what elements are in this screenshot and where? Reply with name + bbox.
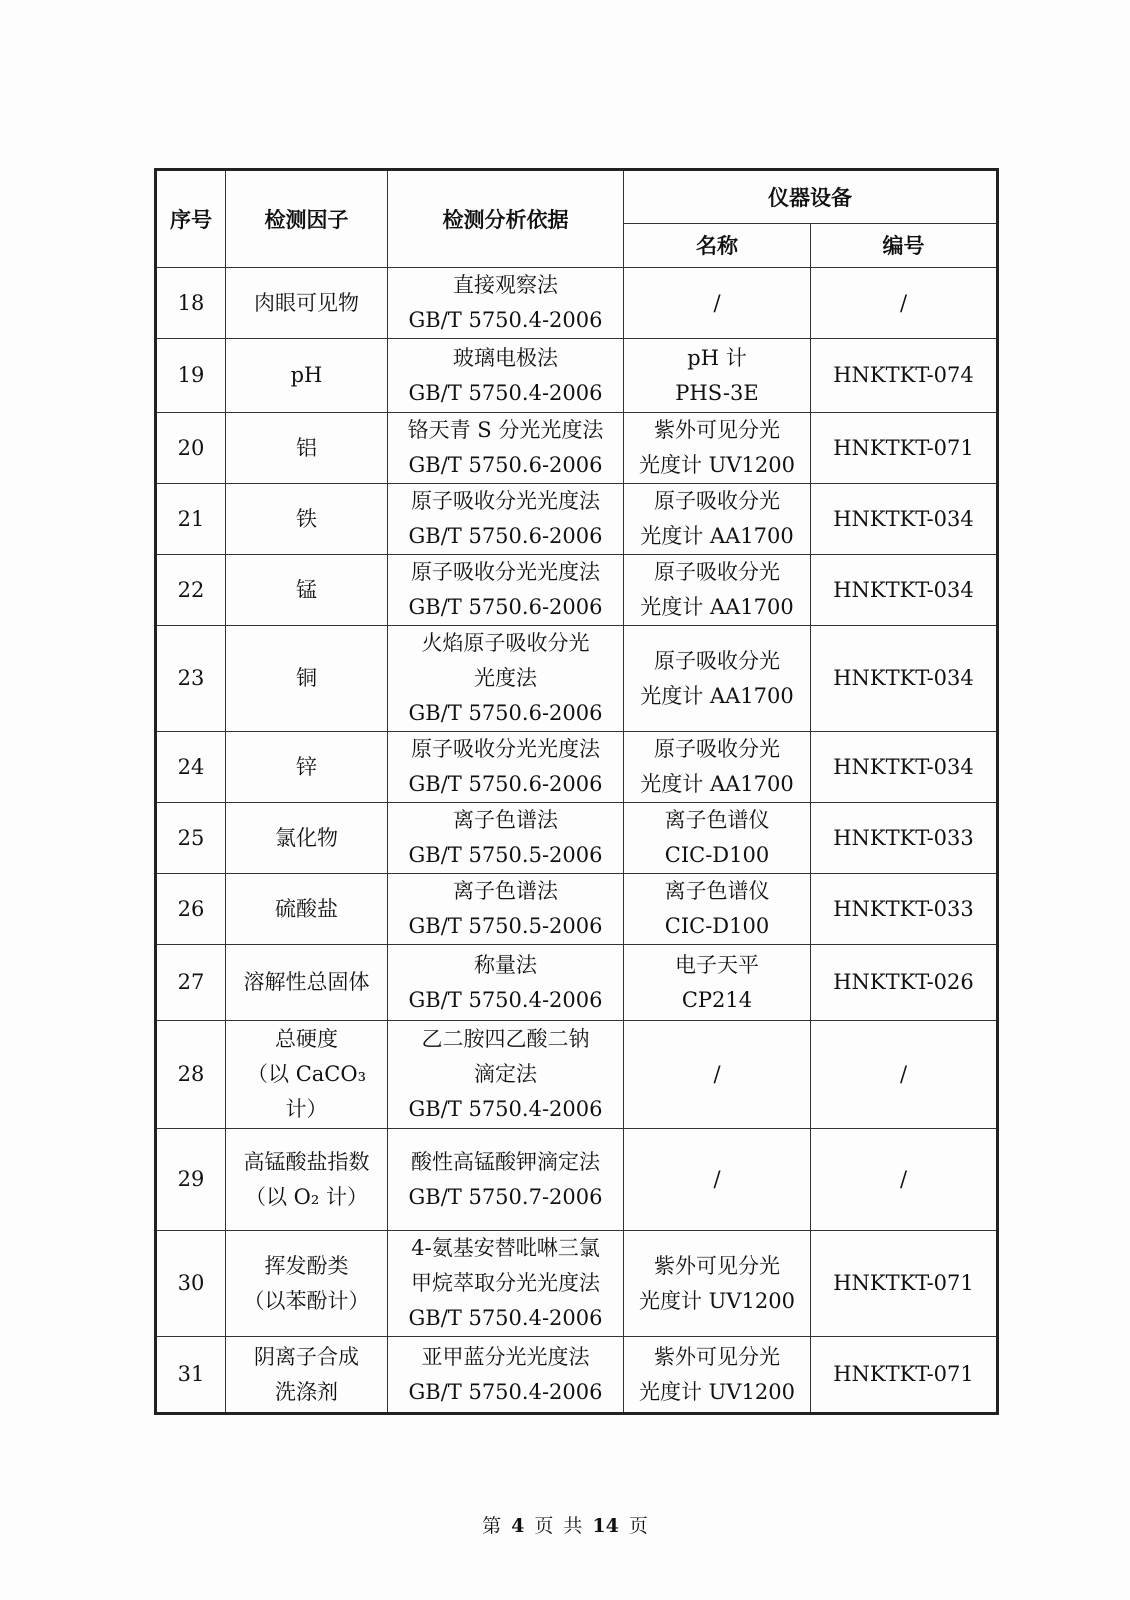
cell-equipment-name: 原子吸收分光 光度计 AA1700 [624,555,811,626]
header-equipment: 仪器设备 [624,170,998,224]
table-row [156,732,998,803]
cell-basis: 酸性高锰酸钾滴定法 GB/T 5750.7-2006 [388,1129,624,1231]
table-row [156,874,998,945]
cell-equipment-number: HNKTKT-074 [811,339,998,413]
cell-equipment-number: HNKTKT-034 [811,732,998,803]
cell-factor: 氯化物 [226,803,388,874]
cell-factor: 总硬度 （以 CaCO₃ 计） [226,1021,388,1129]
cell-equipment-number: HNKTKT-034 [811,626,998,732]
table-row [156,626,998,732]
cell-equipment-number: / [811,1021,998,1129]
cell-seq: 19 [156,339,226,413]
header-seq: 序号 [156,170,226,268]
cell-basis: 铬天青 S 分光光度法 GB/T 5750.6-2006 [388,413,624,484]
footer-ye: 页 [534,1515,554,1537]
cell-seq: 20 [156,413,226,484]
cell-factor: 肉眼可见物 [226,268,388,339]
table-row [156,1021,998,1129]
cell-seq: 28 [156,1021,226,1129]
cell-basis: 离子色谱法 GB/T 5750.5-2006 [388,803,624,874]
footer-gong: 共 [563,1515,583,1537]
table-row [156,555,998,626]
cell-equipment-name: 原子吸收分光 光度计 AA1700 [624,484,811,555]
cell-factor: 锰 [226,555,388,626]
table-row [156,413,998,484]
cell-equipment-name: 紫外可见分光 光度计 UV1200 [624,1337,811,1414]
page-footer [0,1511,1130,1538]
table-row [156,1337,998,1414]
cell-basis: 火焰原子吸收分光 光度法 GB/T 5750.6-2006 [388,626,624,732]
cell-equipment-number: HNKTKT-033 [811,803,998,874]
cell-basis: 4-氨基安替吡啉三氯 甲烷萃取分光光度法 GB/T 5750.4-2006 [388,1231,624,1337]
cell-factor: 铝 [226,413,388,484]
cell-basis: 离子色谱法 GB/T 5750.5-2006 [388,874,624,945]
cell-equipment-name: 电子天平 CP214 [624,945,811,1021]
cell-basis: 玻璃电极法 GB/T 5750.4-2006 [388,339,624,413]
cell-factor: 阴离子合成 洗涤剂 [226,1337,388,1414]
header-factor: 检测因子 [226,170,388,268]
cell-equipment-name: pH 计 PHS-3E [624,339,811,413]
cell-seq: 18 [156,268,226,339]
header-basis: 检测分析依据 [388,170,624,268]
header-equipment-number: 编号 [811,224,998,268]
cell-seq: 23 [156,626,226,732]
cell-seq: 26 [156,874,226,945]
test-methods-table [154,168,999,1415]
cell-basis: 原子吸收分光光度法 GB/T 5750.6-2006 [388,484,624,555]
cell-basis: 原子吸收分光光度法 GB/T 5750.6-2006 [388,732,624,803]
footer-ye2: 页 [628,1515,648,1537]
table-row [156,803,998,874]
cell-basis: 直接观察法 GB/T 5750.4-2006 [388,268,624,339]
cell-equipment-number: HNKTKT-071 [811,1337,998,1414]
cell-equipment-number: / [811,1129,998,1231]
cell-equipment-number: / [811,268,998,339]
cell-factor: 硫酸盐 [226,874,388,945]
cell-equipment-number: HNKTKT-034 [811,484,998,555]
header-equipment-name: 名称 [624,224,811,268]
table-row [156,339,998,413]
cell-factor: 溶解性总固体 [226,945,388,1021]
table-row [156,1231,998,1337]
cell-equipment-name: / [624,268,811,339]
cell-seq: 25 [156,803,226,874]
cell-seq: 21 [156,484,226,555]
cell-seq: 24 [156,732,226,803]
cell-equipment-number: HNKTKT-033 [811,874,998,945]
table-row [156,945,998,1021]
cell-factor: 高锰酸盐指数 （以 O₂ 计） [226,1129,388,1231]
cell-basis: 称量法 GB/T 5750.4-2006 [388,945,624,1021]
cell-basis: 原子吸收分光光度法 GB/T 5750.6-2006 [388,555,624,626]
cell-seq: 29 [156,1129,226,1231]
cell-equipment-number: HNKTKT-071 [811,413,998,484]
footer-page-number: 4 [511,1515,525,1537]
cell-equipment-name: 紫外可见分光 光度计 UV1200 [624,1231,811,1337]
table-header-row [156,170,998,224]
table-body [156,268,998,1414]
cell-basis: 乙二胺四乙酸二钠 滴定法 GB/T 5750.4-2006 [388,1021,624,1129]
cell-seq: 31 [156,1337,226,1414]
cell-factor: 铜 [226,626,388,732]
table-row [156,268,998,339]
cell-factor: 铁 [226,484,388,555]
cell-factor: 锌 [226,732,388,803]
cell-basis: 亚甲蓝分光光度法 GB/T 5750.4-2006 [388,1337,624,1414]
cell-equipment-name: 原子吸收分光 光度计 AA1700 [624,626,811,732]
cell-seq: 27 [156,945,226,1021]
cell-equipment-number: HNKTKT-071 [811,1231,998,1337]
cell-equipment-number: HNKTKT-034 [811,555,998,626]
cell-equipment-name: 紫外可见分光 光度计 UV1200 [624,413,811,484]
cell-equipment-name: / [624,1021,811,1129]
cell-equipment-number: HNKTKT-026 [811,945,998,1021]
table-row [156,484,998,555]
cell-equipment-name: 离子色谱仪 CIC-D100 [624,803,811,874]
cell-equipment-name: 原子吸收分光 光度计 AA1700 [624,732,811,803]
cell-seq: 22 [156,555,226,626]
cell-equipment-name: / [624,1129,811,1231]
cell-equipment-name: 离子色谱仪 CIC-D100 [624,874,811,945]
cell-factor: pH [226,339,388,413]
footer-di: 第 [482,1515,502,1537]
cell-factor: 挥发酚类 （以苯酚计） [226,1231,388,1337]
table-row [156,1129,998,1231]
cell-seq: 30 [156,1231,226,1337]
footer-total-pages: 14 [592,1515,619,1537]
